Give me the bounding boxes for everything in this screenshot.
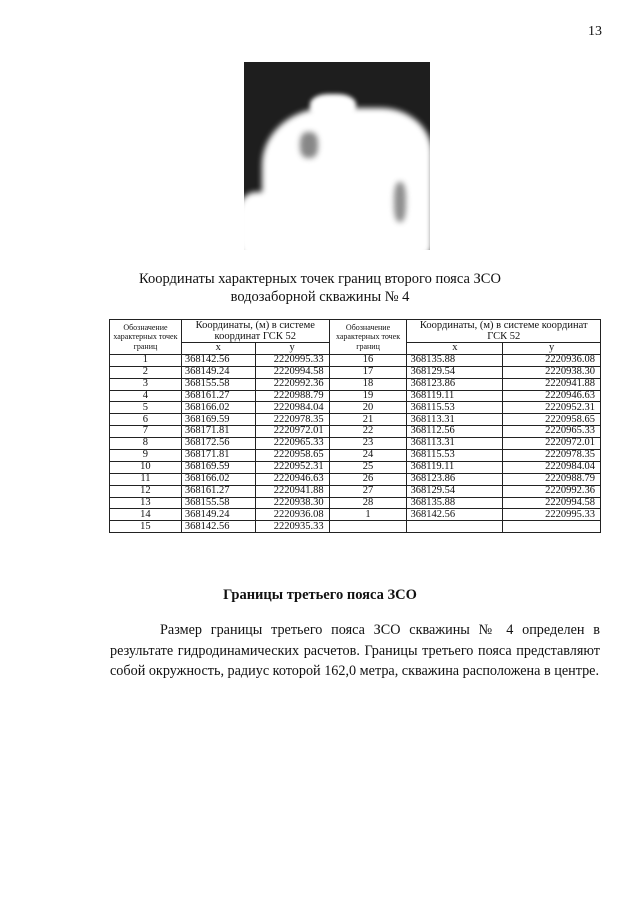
x-coordinate-cell: 368115.53 [407,402,503,414]
x-coordinate-cell: 368135.88 [407,497,503,509]
x-coordinate-cell: 368112.56 [407,426,503,438]
point-number-cell: 1 [329,509,407,521]
table-row [110,354,601,366]
table-header-row [110,320,601,343]
point-number-cell: 24 [329,450,407,462]
section-heading: Границы третьего пояса ЗСО [223,587,417,603]
x-coordinate-cell: 368149.24 [181,509,255,521]
table-row [110,402,601,414]
x-coordinate-cell: 368155.58 [181,497,255,509]
point-number-cell [329,521,407,533]
point-number-cell: 7 [110,426,182,438]
table-row [110,426,601,438]
point-number-cell: 25 [329,461,407,473]
y-coordinate-cell: 2220941.88 [503,378,601,390]
y-coordinate-cell: 2220984.04 [503,461,601,473]
point-number-cell: 18 [329,378,407,390]
table-row [110,390,601,402]
map-highlight-left [244,192,298,250]
table-row [110,414,601,426]
x-coordinate-cell: 368113.31 [407,438,503,450]
y-coordinate-cell: 2220958.65 [503,414,601,426]
x-coordinate-cell: 368123.86 [407,378,503,390]
point-number-cell: 5 [110,402,182,414]
x-coordinate-cell: 368169.59 [181,461,255,473]
x-coordinate-cell: 368161.27 [181,390,255,402]
y-coordinate-cell: 2220965.33 [503,426,601,438]
x-coordinate-cell: 368166.02 [181,402,255,414]
x-coordinate-cell: 368119.11 [407,390,503,402]
y-coordinate-cell: 2220936.08 [503,354,601,366]
table-row [110,450,601,462]
map-dark-patch-2 [394,182,406,222]
point-number-cell: 22 [329,426,407,438]
point-number-cell: 16 [329,354,407,366]
table-row [110,521,601,533]
y-coordinate-cell: 2220952.31 [255,461,329,473]
x-coordinate-cell: 368142.56 [181,521,255,533]
y-coordinate-cell: 2220988.79 [503,473,601,485]
x-coordinate-cell: 368129.54 [407,485,503,497]
y-coordinate-cell [503,521,601,533]
table-row [110,485,601,497]
page-number: 13 [588,24,602,39]
y-coordinate-cell: 2220965.33 [255,438,329,450]
y-coordinate-cell: 2220988.79 [255,390,329,402]
point-number-cell: 23 [329,438,407,450]
point-number-cell: 1 [110,354,182,366]
x-coordinate-cell: 368171.81 [181,426,255,438]
table-body [110,354,601,532]
x-coordinate-cell: 368166.02 [181,473,255,485]
zone-map-image [244,62,430,250]
table-row [110,366,601,378]
point-number-cell: 14 [110,509,182,521]
header-x-right: x [407,343,503,355]
point-number-cell: 15 [110,521,182,533]
y-coordinate-cell: 2220992.36 [503,485,601,497]
x-coordinate-cell: 368142.56 [407,509,503,521]
y-coordinate-cell: 2220938.30 [503,366,601,378]
y-coordinate-cell: 2220995.33 [255,354,329,366]
y-coordinate-cell: 2220952.31 [503,402,601,414]
x-coordinate-cell: 368123.86 [407,473,503,485]
x-coordinate-cell: 368113.31 [407,414,503,426]
point-number-cell: 6 [110,414,182,426]
x-coordinate-cell: 368155.58 [181,378,255,390]
header-y-right: y [503,343,601,355]
y-coordinate-cell: 2220994.58 [503,497,601,509]
table-row [110,509,601,521]
point-number-cell: 26 [329,473,407,485]
y-coordinate-cell: 2220978.35 [503,450,601,462]
header-coords-right: Координаты, (м) в системе координат ГСК 52 [407,320,601,343]
y-coordinate-cell: 2220936.08 [255,509,329,521]
point-number-cell: 3 [110,378,182,390]
x-coordinate-cell: 368169.59 [181,414,255,426]
point-number-cell: 9 [110,450,182,462]
y-coordinate-cell: 2220972.01 [503,438,601,450]
y-coordinate-cell: 2220978.35 [255,414,329,426]
point-number-cell: 13 [110,497,182,509]
x-coordinate-cell: 368171.81 [181,450,255,462]
header-points-right: Обозначение характерных точек границ [329,320,407,355]
table-row [110,473,601,485]
body-paragraph: Размер границы третьего пояса ЗСО скважины № 4 определен в результате гидродинамических расчетов. Границы третьего пояса представляют собой окружность, радиус которой 162,0 метра, скважина расположена в центре. [110,622,600,679]
x-coordinate-cell: 368135.88 [407,354,503,366]
y-coordinate-cell: 2220995.33 [503,509,601,521]
point-number-cell: 11 [110,473,182,485]
table-caption [0,270,640,306]
y-coordinate-cell: 2220992.36 [255,378,329,390]
table-row [110,497,601,509]
header-x-left: x [181,343,255,355]
y-coordinate-cell: 2220946.63 [255,473,329,485]
header-y-left: y [255,343,329,355]
x-coordinate-cell: 368161.27 [181,485,255,497]
x-coordinate-cell: 368119.11 [407,461,503,473]
y-coordinate-cell: 2220938.30 [255,497,329,509]
caption-line-2: водозаборной скважины № 4 [230,289,410,305]
y-coordinate-cell: 2220958.65 [255,450,329,462]
point-number-cell: 10 [110,461,182,473]
point-number-cell: 12 [110,485,182,497]
point-number-cell: 4 [110,390,182,402]
x-coordinate-cell: 368115.53 [407,450,503,462]
y-coordinate-cell: 2220994.58 [255,366,329,378]
header-points-left: Обозначение характерных точек границ [110,320,182,355]
y-coordinate-cell: 2220972.01 [255,426,329,438]
y-coordinate-cell: 2220941.88 [255,485,329,497]
point-number-cell: 17 [329,366,407,378]
point-number-cell: 28 [329,497,407,509]
table-row [110,438,601,450]
point-number-cell: 21 [329,414,407,426]
x-coordinate-cell: 368149.24 [181,366,255,378]
table-row [110,378,601,390]
header-coords-left: Координаты, (м) в системе координат ГСК 52 [181,320,329,343]
y-coordinate-cell: 2220984.04 [255,402,329,414]
coordinates-table [109,319,601,533]
point-number-cell: 8 [110,438,182,450]
point-number-cell: 2 [110,366,182,378]
point-number-cell: 19 [329,390,407,402]
point-number-cell: 20 [329,402,407,414]
x-coordinate-cell [407,521,503,533]
point-number-cell: 27 [329,485,407,497]
x-coordinate-cell: 368129.54 [407,366,503,378]
y-coordinate-cell: 2220935.33 [255,521,329,533]
caption-line-1: Координаты характерных точек границ второго пояса ЗСО [139,271,501,287]
x-coordinate-cell: 368172.56 [181,438,255,450]
y-coordinate-cell: 2220946.63 [503,390,601,402]
map-dark-patch [300,132,318,158]
table-row [110,461,601,473]
x-coordinate-cell: 368142.56 [181,354,255,366]
